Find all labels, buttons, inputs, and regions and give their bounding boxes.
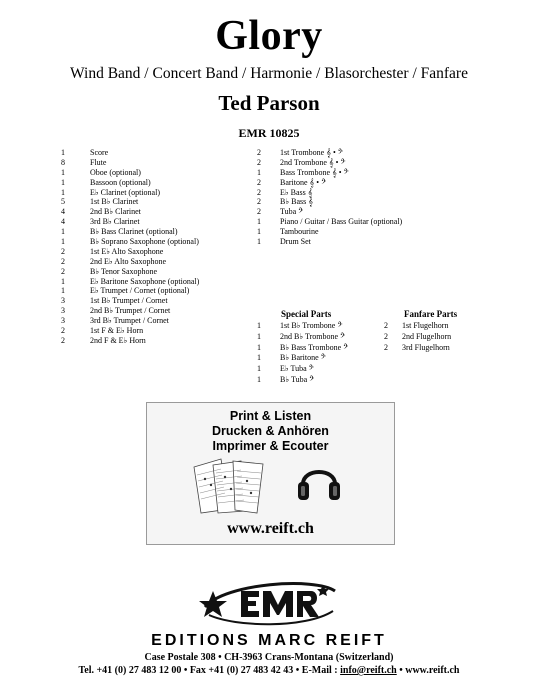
part-quantity: 2 (257, 197, 261, 207)
part-name: 1st Flugelhorn (402, 321, 449, 330)
part-quantity: 2 (384, 342, 388, 352)
part-quantity: 2 (61, 266, 65, 276)
part-name: 1st Trombone 𝄞 • 𝄢 (280, 148, 343, 157)
part-quantity: 2 (61, 326, 65, 336)
part-name: 3rd B♭ Trumpet / Cornet (90, 316, 169, 326)
publisher-address: Case Postale 308 • CH-3963 Crans-Montana (Switzerland) (144, 652, 394, 663)
part-name: 2nd Flugelhorn (402, 331, 452, 341)
part-quantity: 1 (61, 276, 65, 286)
part-name: 3rd B♭ Clarinet (90, 217, 140, 227)
composer-name: Ted Parson (218, 91, 320, 115)
part-quantity: 4 (61, 217, 65, 227)
contact-website[interactable]: • www.reift.ch (396, 665, 460, 676)
promo-website-link[interactable]: www.reift.ch (227, 520, 314, 537)
fanfare-parts-heading: Fanfare Parts (404, 309, 458, 319)
part-name: B♭ Soprano Saxophone (optional) (90, 237, 199, 247)
part-quantity: 1 (61, 237, 65, 247)
part-name: B♭ Tuba 𝄢 (280, 374, 315, 384)
part-name: 2nd B♭ Trombone 𝄢 (280, 331, 346, 341)
headphones-icon (295, 458, 343, 504)
promo-line-drucken-anhoren: Drucken & Anhören (212, 424, 329, 438)
part-quantity: 2 (257, 148, 261, 157)
part-quantity: 1 (257, 237, 261, 247)
part-name: 2nd F & E♭ Horn (90, 335, 146, 345)
part-name: 1st B♭ Trumpet / Cornet (90, 296, 168, 306)
part-name: E♭ Clarinet (optional) (90, 187, 160, 197)
part-quantity: 2 (257, 157, 261, 167)
part-name: 2nd E♭ Alto Saxophone (90, 256, 166, 266)
part-name: Bass Trombone 𝄞 • 𝄢 (280, 167, 349, 177)
part-quantity: 2 (257, 187, 261, 197)
part-quantity: 3 (61, 316, 65, 326)
part-quantity: 8 (61, 157, 65, 167)
part-quantity: 1 (257, 353, 261, 363)
part-quantity: 1 (61, 177, 65, 187)
part-name: E♭ Tuba 𝄢 (280, 364, 314, 374)
part-name: B♭ Tenor Saxophone (90, 266, 158, 276)
part-quantity: 1 (257, 217, 261, 227)
part-quantity: 1 (61, 286, 65, 296)
part-quantity: 2 (61, 246, 65, 256)
part-name: Oboe (optional) (90, 167, 141, 177)
part-name: 2nd B♭ Trumpet / Cornet (90, 306, 171, 316)
part-name: Baritone 𝄞 • 𝄢 (280, 177, 327, 187)
part-quantity: 1 (257, 364, 261, 374)
part-name: 3rd Flugelhorn (402, 342, 450, 352)
promo-line-print-listen: Print & Listen (229, 409, 312, 423)
part-quantity: 2 (257, 177, 261, 187)
part-quantity: 3 (61, 296, 65, 306)
part-quantity: 2 (61, 256, 65, 266)
part-quantity: 1 (257, 321, 261, 330)
part-quantity: 1 (257, 227, 261, 237)
part-quantity: 2 (384, 331, 388, 341)
part-name: E♭ Trumpet / Cornet (optional) (90, 286, 190, 296)
part-quantity: 1 (257, 331, 261, 341)
part-name: B♭ Bass 𝄞 (280, 197, 313, 207)
part-quantity: 1 (61, 227, 65, 237)
part-quantity: 1 (257, 374, 261, 384)
part-name: 1st F & E♭ Horn (90, 326, 144, 336)
part-quantity: 4 (61, 207, 65, 217)
part-quantity: 5 (61, 197, 65, 207)
part-quantity: 2 (61, 335, 65, 345)
part-quantity: 1 (257, 167, 261, 177)
part-name: Bassoon (optional) (90, 177, 151, 187)
print-listen-box[interactable] (146, 402, 395, 545)
part-quantity: 2 (384, 321, 388, 330)
publisher-contact (0, 665, 538, 677)
part-name: Flute (90, 157, 107, 167)
part-name: E♭ Bass 𝄞 (280, 187, 313, 197)
part-name: 1st B♭ Clarinet (90, 197, 139, 207)
part-quantity: 1 (61, 148, 65, 157)
part-quantity: 3 (61, 306, 65, 316)
part-name: Tambourine (280, 227, 319, 237)
part-quantity: 2 (257, 207, 261, 217)
part-name: Score (90, 148, 109, 157)
part-name: B♭ Bass Clarinet (optional) (90, 227, 178, 237)
part-quantity: 1 (61, 187, 65, 197)
page-title: Glory (215, 13, 323, 59)
emr-logo-icon (195, 577, 345, 631)
publisher-name: EDITIONS MARC REIFT (151, 632, 387, 649)
part-name: B♭ Baritone 𝄢 (280, 353, 326, 363)
sheet-music-icon (191, 455, 269, 515)
catalog-number: EMR 10825 (238, 126, 300, 140)
part-name: Piano / Guitar / Bass Guitar (optional) (280, 217, 403, 227)
part-name: Drum Set (280, 237, 311, 247)
part-name: 2nd B♭ Clarinet (90, 207, 141, 217)
special-parts-heading: Special Parts (281, 309, 332, 319)
part-name: Tuba 𝄢 (280, 207, 304, 217)
part-name: 1st E♭ Alto Saxophone (90, 246, 164, 256)
part-quantity: 1 (257, 342, 261, 352)
part-name: E♭ Baritone Saxophone (optional) (90, 276, 200, 286)
email-link[interactable]: info@reift.ch (340, 665, 397, 676)
part-name: 1st B♭ Trombone 𝄢 (280, 321, 343, 330)
part-name: 2nd Trombone 𝄞 • 𝄢 (280, 157, 346, 167)
part-name: B♭ Bass Trombone 𝄢 (280, 342, 349, 352)
ensemble-subtitle: Wind Band / Concert Band / Harmonie / Blasorchester / Fanfare (70, 65, 468, 82)
part-quantity: 1 (61, 167, 65, 177)
contact-phone-fax: Tel. +41 (0) 27 483 12 00 • Fax +41 (0) 27 483 42 43 • E-Mail : (78, 665, 341, 676)
promo-line-imprimer-ecouter: Imprimer & Ecouter (212, 439, 329, 453)
